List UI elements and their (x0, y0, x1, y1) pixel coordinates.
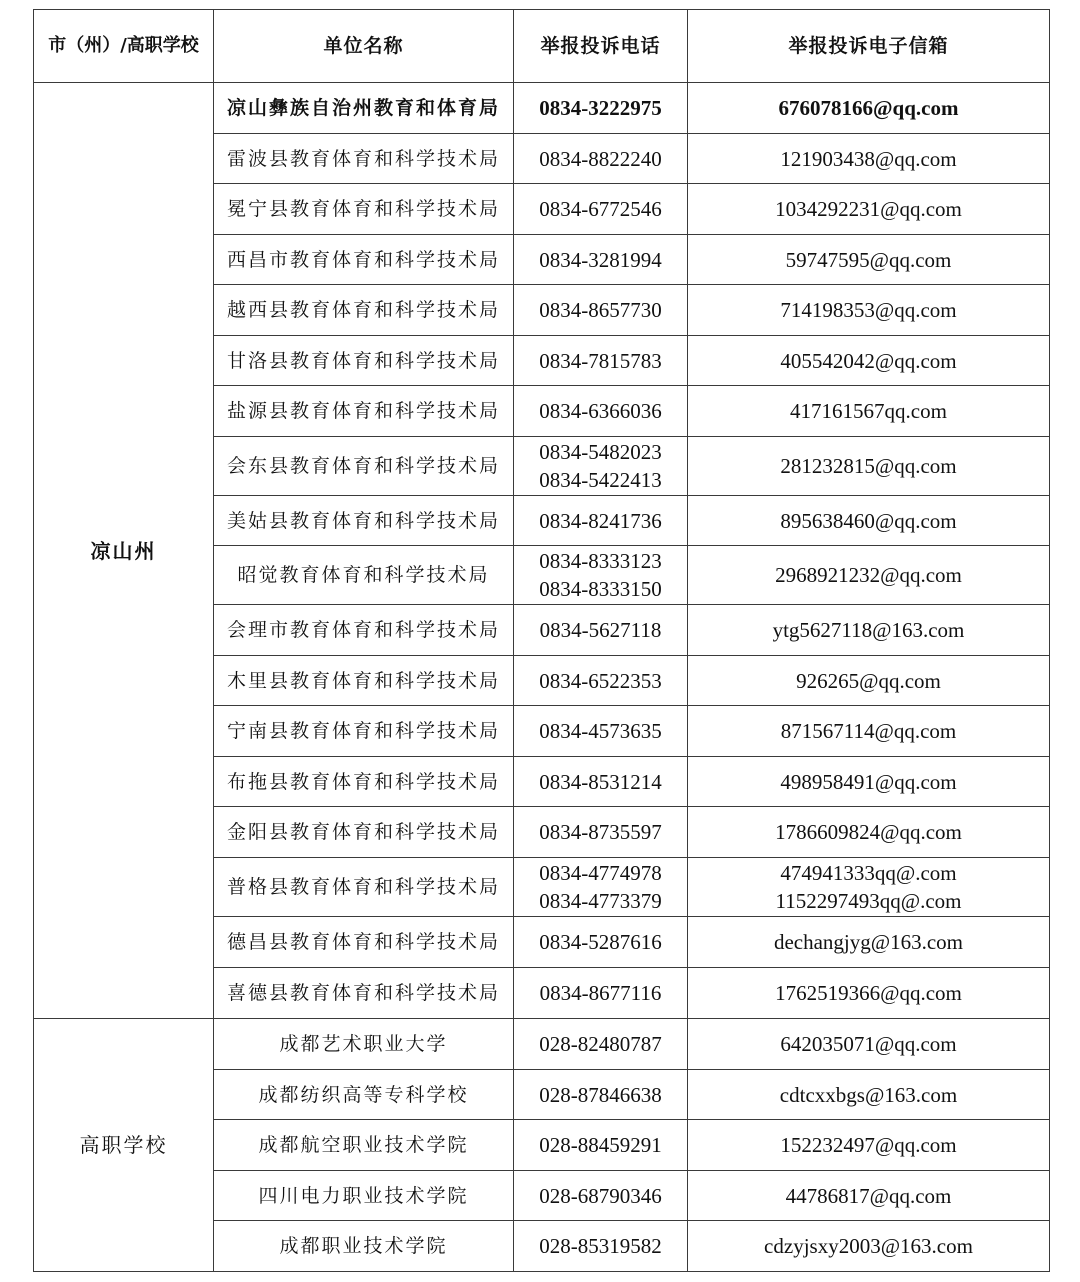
complaint-contact-table (33, 9, 1050, 1272)
unit-name-cell: 越西县教育体育和科学技术局 (214, 285, 514, 336)
email-cell (688, 1120, 1050, 1171)
phone-cell (514, 496, 688, 546)
email-cell (688, 1070, 1050, 1120)
unit-name-cell: 德昌县教育体育和科学技术局 (214, 917, 514, 968)
email-address: cdtcxxbgs@163.com (779, 1082, 958, 1107)
email-address: 152232497@qq.com (780, 1133, 957, 1157)
email-address: 926265@qq.com (796, 668, 941, 693)
phone-cell (514, 605, 688, 656)
unit-name-cell: 雷波县教育体育和科学技术局 (214, 134, 514, 184)
email-cell (688, 134, 1050, 184)
email-address: 2968921232@qq.com (775, 563, 962, 587)
unit-name-cell: 四川电力职业技术学院 (214, 1171, 514, 1221)
email-address: 714198353@qq.com (780, 298, 957, 322)
phone-cell (514, 656, 688, 706)
phone-cell (514, 1120, 688, 1171)
phone-number: 0834-4773379 (539, 889, 662, 913)
phone-cell (514, 336, 688, 386)
phone-cell (514, 285, 688, 336)
email-address: 121903438@qq.com (780, 146, 957, 171)
phone-number: 028-68790346 (539, 1183, 662, 1208)
email-address: 474941333qq@.com (780, 861, 957, 885)
email-cell (688, 546, 1050, 605)
phone-number: 0834-5482023 (539, 440, 662, 464)
unit-name-cell: 布拖县教育体育和科学技术局 (214, 757, 514, 807)
email-cell (688, 437, 1050, 496)
unit-name-cell: 木里县教育体育和科学技术局 (214, 656, 514, 706)
group-cell: 凉山州 (34, 83, 214, 1019)
email-cell (688, 706, 1050, 757)
email-address: ytg5627118@163.com (772, 618, 965, 642)
phone-cell (514, 235, 688, 285)
email-cell (688, 496, 1050, 546)
email-address: cdzyjsxy2003@163.com (764, 1234, 973, 1258)
phone-number: 028-82480787 (539, 1032, 662, 1056)
email-cell (688, 1221, 1050, 1272)
phone-number: 028-85319582 (539, 1234, 662, 1258)
unit-name-cell: 冕宁县教育体育和科学技术局 (214, 184, 514, 235)
email-address: 1034292231@qq.com (775, 197, 962, 221)
phone-number: 0834-8822240 (539, 146, 662, 171)
email-address: 1762519366@qq.com (775, 981, 962, 1005)
phone-number: 0834-5287616 (539, 930, 662, 954)
email-address: 895638460@qq.com (780, 508, 957, 533)
header-region: 市（州）/高职学校 (34, 10, 214, 83)
email-cell (688, 656, 1050, 706)
email-cell (688, 336, 1050, 386)
email-cell (688, 1019, 1050, 1070)
unit-name-cell: 会理市教育体育和科学技术局 (214, 605, 514, 656)
phone-number: 0834-4573635 (539, 719, 662, 743)
unit-name-cell: 普格县教育体育和科学技术局 (214, 858, 514, 917)
email-cell (688, 386, 1050, 437)
unit-name-cell: 金阳县教育体育和科学技术局 (214, 807, 514, 858)
phone-cell (514, 757, 688, 807)
phone-number: 0834-7815783 (539, 348, 662, 373)
phone-number: 0834-8241736 (539, 508, 662, 533)
unit-name-cell: 会东县教育体育和科学技术局 (214, 437, 514, 496)
email-address: 59747595@qq.com (785, 247, 952, 272)
phone-cell (514, 437, 688, 496)
unit-name-cell: 成都纺织高等专科学校 (214, 1070, 514, 1120)
email-address: 417161567qq.com (790, 399, 947, 423)
email-cell (688, 807, 1050, 858)
unit-name-cell: 西昌市教育体育和科学技术局 (214, 235, 514, 285)
phone-number: 0834-8333123 (539, 549, 662, 573)
phone-cell (514, 1019, 688, 1070)
phone-number: 0834-8657730 (539, 298, 662, 322)
unit-name-cell: 喜德县教育体育和科学技术局 (214, 968, 514, 1019)
email-address: 871567114@qq.com (780, 719, 957, 743)
unit-name-cell: 成都艺术职业大学 (214, 1019, 514, 1070)
group-cell: 高职学校 (34, 1019, 214, 1272)
phone-cell (514, 184, 688, 235)
phone-number: 0834-8333150 (539, 577, 662, 601)
email-cell (688, 757, 1050, 807)
phone-number: 0834-8677116 (539, 981, 662, 1005)
unit-name-cell: 凉山彝族自治州教育和体育局 (214, 83, 514, 134)
email-address: 405542042@qq.com (780, 348, 957, 373)
phone-cell (514, 1070, 688, 1120)
phone-number: 028-88459291 (539, 1133, 662, 1157)
email-cell (688, 917, 1050, 968)
email-cell (688, 1171, 1050, 1221)
email-address: 642035071@qq.com (780, 1032, 957, 1056)
phone-cell (514, 858, 688, 917)
email-cell (688, 605, 1050, 656)
header-row (34, 10, 1050, 83)
email-cell (688, 235, 1050, 285)
phone-number: 0834-6522353 (539, 668, 662, 693)
email-cell (688, 968, 1050, 1019)
phone-cell (514, 1221, 688, 1272)
email-cell (688, 83, 1050, 134)
phone-number: 0834-8531214 (539, 769, 662, 794)
phone-cell (514, 917, 688, 968)
email-address: 498958491@qq.com (780, 769, 957, 794)
phone-cell (514, 546, 688, 605)
phone-number: 028-87846638 (539, 1082, 662, 1107)
unit-name-cell: 甘洛县教育体育和科学技术局 (214, 336, 514, 386)
header-phone: 举报投诉电话 (514, 10, 688, 83)
email-address: 1152297493qq@.com (775, 889, 962, 913)
header-unit: 单位名称 (214, 10, 514, 83)
phone-cell (514, 807, 688, 858)
header-email: 举报投诉电子信箱 (688, 10, 1050, 83)
phone-cell (514, 968, 688, 1019)
phone-number: 0834-6366036 (539, 399, 662, 423)
phone-cell (514, 1171, 688, 1221)
email-cell (688, 184, 1050, 235)
phone-number: 0834-3281994 (539, 247, 662, 272)
email-cell (688, 858, 1050, 917)
phone-number: 0834-8735597 (539, 820, 662, 844)
phone-cell (514, 83, 688, 134)
email-cell (688, 285, 1050, 336)
phone-number: 0834-4774978 (539, 861, 662, 885)
table-body (34, 83, 1050, 1272)
unit-name-cell: 美姑县教育体育和科学技术局 (214, 496, 514, 546)
unit-name-cell: 成都职业技术学院 (214, 1221, 514, 1272)
phone-number: 0834-5422413 (539, 468, 662, 492)
email-address: 44786817@qq.com (785, 1183, 952, 1208)
phone-number: 0834-3222975 (539, 96, 662, 120)
phone-number: 0834-6772546 (539, 197, 662, 221)
unit-name-cell: 成都航空职业技术学院 (214, 1120, 514, 1171)
email-address: dechangjyg@163.com (773, 930, 964, 954)
phone-cell (514, 386, 688, 437)
unit-name-cell: 盐源县教育体育和科学技术局 (214, 386, 514, 437)
email-address: 1786609824@qq.com (775, 820, 962, 844)
unit-name-cell: 昭觉教育体育和科学技术局 (214, 546, 514, 605)
email-address: 676078166@qq.com (778, 96, 959, 120)
phone-cell (514, 706, 688, 757)
table-row (34, 83, 1050, 134)
table-row (34, 1019, 1050, 1070)
email-address: 281232815@qq.com (780, 454, 957, 478)
phone-cell (514, 134, 688, 184)
unit-name-cell: 宁南县教育体育和科学技术局 (214, 706, 514, 757)
phone-number: 0834-5627118 (539, 618, 662, 642)
